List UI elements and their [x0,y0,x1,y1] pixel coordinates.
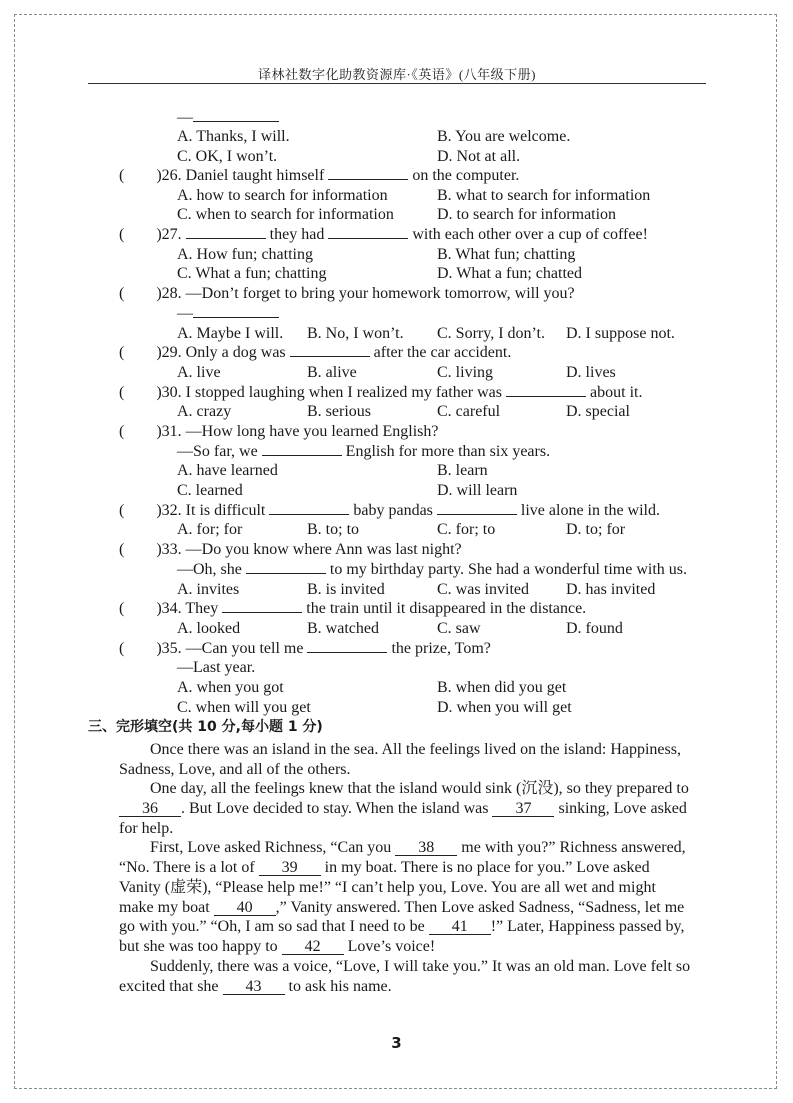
cloze-blank-40[interactable]: 40 [214,900,276,916]
option-b[interactable]: B. You are welcome. [437,128,571,145]
answer-blank[interactable] [269,501,349,515]
cloze-paragraph-line: 36 . But Love decided to stay. When the island was 37 sinking, Love asked [119,799,693,819]
answer-blank[interactable] [193,305,279,318]
question-29: ( )29. Only a dog was after the car accident. [119,344,512,361]
option-a[interactable]: A. Thanks, I will. [177,128,290,145]
answer-blank[interactable] [186,225,266,239]
answer-blank[interactable] [506,383,586,397]
option-d[interactable]: D. found [566,620,623,637]
option-b[interactable]: B. serious [307,403,371,420]
cloze-paragraph-line: excited that she 43 to ask his name. [119,978,392,995]
option-b[interactable]: B. No, I won’t. [307,325,404,342]
question-number: ( )30. [119,384,182,401]
option-b[interactable]: B. alive [307,364,357,381]
option-a[interactable]: A. How fun; chatting [177,246,313,263]
option-b[interactable]: B. What fun; chatting [437,246,576,263]
option-c[interactable]: C. was invited [437,581,529,598]
option-a[interactable]: A. invites [177,581,240,598]
option-d[interactable]: D. I suppose not. [566,325,675,342]
question-number: ( )33. [119,541,182,558]
question-28: ( )28. —Don’t forget to bring your homework tomorrow, will you? [119,285,575,302]
page-number: 3 [391,1034,402,1052]
question-number: ( )34. [119,600,182,617]
option-a[interactable]: A. looked [177,620,241,637]
header-divider [88,83,706,84]
option-d[interactable]: D. when you will get [437,699,572,716]
option-c[interactable]: C. What a fun; chatting [177,265,327,282]
cloze-paragraph-line: go with you.” “Oh, I am so sad that I need to be 41 !” Later, Happiness passed by, [119,918,685,935]
option-d[interactable]: D. Not at all. [437,148,521,165]
question-number: ( )35. [119,640,182,657]
cloze-blank-42[interactable]: 42 [282,939,344,955]
cloze-blank-38[interactable]: 38 [395,840,457,856]
option-c[interactable]: C. when to search for information [177,206,394,223]
option-c[interactable]: C. for; to [437,521,496,538]
cloze-paragraph-line: but she was too happy to 42 Love’s voice! [119,938,436,955]
option-c[interactable]: C. OK, I won’t. [177,148,278,165]
q27-options-ab [177,245,576,265]
option-d[interactable]: D. to; for [566,521,626,538]
q34-options [177,619,623,639]
option-b[interactable]: B. learn [437,462,488,479]
answer-blank[interactable] [222,599,302,613]
option-d[interactable]: D. has invited [566,581,656,598]
option-a[interactable]: A. Maybe I will. [177,325,284,342]
question-30: ( )30. I stopped laughing when I realized my father was about it. [119,384,643,401]
option-a[interactable]: A. crazy [177,403,232,420]
option-d[interactable]: D. lives [566,364,616,381]
option-c[interactable]: C. saw [437,620,481,637]
answer-blank[interactable] [246,560,326,574]
q31-reply: —So far, we English for more than six years. [177,443,551,460]
question-number: ( )29. [119,344,182,361]
question-26: ( )26. Daniel taught himself on the computer. [119,167,520,184]
option-a[interactable]: A. how to search for information [177,187,388,204]
q32-options [177,520,626,540]
option-d[interactable]: D. special [566,403,630,420]
cloze-blank-41[interactable]: 41 [429,919,491,935]
question-34: ( )34. They the train until it disappeared in the distance. [119,600,587,617]
q35-options-ab [177,678,567,698]
option-d[interactable]: D. to search for information [437,206,617,223]
cloze-paragraph-line: Once there was an island in the sea. All the feelings lived on the island: Happiness, [150,741,681,758]
option-c[interactable]: C. living [437,364,494,381]
q26-options-cd [177,205,617,225]
option-a[interactable]: A. when you got [177,679,284,696]
option-a[interactable]: A. have learned [177,462,278,479]
cloze-blank-37[interactable]: 37 [492,801,554,817]
answer-blank[interactable] [437,501,517,515]
cloze-blank-36[interactable]: 36 [119,801,181,817]
question-33: ( )33. —Do you know where Ann was last night? [119,541,462,558]
question-number: ( )31. [119,423,182,440]
answer-blank[interactable] [307,639,387,653]
answer-blank[interactable] [290,343,370,357]
q30-options [177,402,630,422]
q26-options-ab [177,186,651,206]
question-number: ( )26. [119,167,182,184]
question-number: ( )27. [119,226,182,243]
q33-options [177,580,656,600]
option-b[interactable]: B. what to search for information [437,187,651,204]
question-31: ( )31. —How long have you learned English? [119,423,439,440]
question-number: ( )32. [119,502,182,519]
option-c[interactable]: C. careful [437,403,501,420]
cloze-paragraph-line: One day, all the feelings knew that the island would sink (沉没), so they prepared to [150,780,689,797]
cloze-paragraph-line: “No. There is a lot of 39 in my boat. There is no place for you.” Love asked [119,859,650,876]
option-a[interactable]: A. live [177,364,221,381]
q25-reply-line: — [177,108,279,128]
q29-options [177,363,616,383]
option-a[interactable]: A. for; for [177,521,243,538]
option-b[interactable]: B. to; to [307,521,360,538]
option-b[interactable]: B. is invited [307,581,385,598]
option-b[interactable]: B. watched [307,620,379,637]
q25-options-ab [177,127,571,147]
question-35: ( )35. —Can you tell me the prize, Tom? [119,640,491,657]
q25-options-cd [177,147,521,167]
option-d[interactable]: D. will learn [437,482,518,499]
page-header: 译林社数字化助教资源库·《英语》(八年级下册) [258,67,536,82]
answer-blank[interactable] [262,442,342,456]
option-d[interactable]: D. What a fun; chatted [437,265,582,282]
option-c[interactable]: C. learned [177,482,243,499]
cloze-blank-43[interactable]: 43 [223,979,285,995]
answer-blank[interactable] [328,225,408,239]
section-title: 三、完形填空(共 10 分,每小题 1 分) [88,719,323,735]
cloze-blank-39[interactable]: 39 [259,860,321,876]
cloze-paragraph-line: for help. [119,820,174,837]
q28-reply-line: — [177,304,279,324]
answer-blank[interactable] [193,109,279,122]
cloze-paragraph-line: make my boat 40 ,” Vanity answered. Then Love asked Sadness, “Sadness, let me [119,899,685,916]
option-c[interactable]: C. Sorry, I don’t. [437,325,545,342]
question-number: ( )28. [119,285,182,302]
q28-options [177,324,675,344]
question-27: ( )27. they had with each other over a cup of coffee! [119,226,648,243]
q35-options-cd [177,698,572,718]
cloze-paragraph-line: Suddenly, there was a voice, “Love, I will take you.” It was an old man. Love felt so [150,958,691,975]
q31-options-ab [177,461,488,481]
option-b[interactable]: B. when did you get [437,679,567,696]
q31-options-cd [177,481,518,501]
option-c[interactable]: C. when will you get [177,699,311,716]
cloze-paragraph-line: First, Love asked Richness, “Can you 38 me with you?” Richness answered, [150,839,686,856]
answer-blank[interactable] [328,166,408,180]
q27-options-cd [177,264,582,284]
cloze-paragraph-line: Vanity (虚荣), “Please help me!” “I can’t help you, Love. You are all wet and might [119,879,656,896]
question-32: ( )32. It is difficult baby pandas live alone in the wild. [119,502,660,519]
q33-reply: —Oh, she to my birthday party. She had a wonderful time with us. [177,561,688,578]
cloze-paragraph-line: Sadness, Love, and all of the others. [119,761,351,778]
q35-reply: —Last year. [177,659,256,676]
